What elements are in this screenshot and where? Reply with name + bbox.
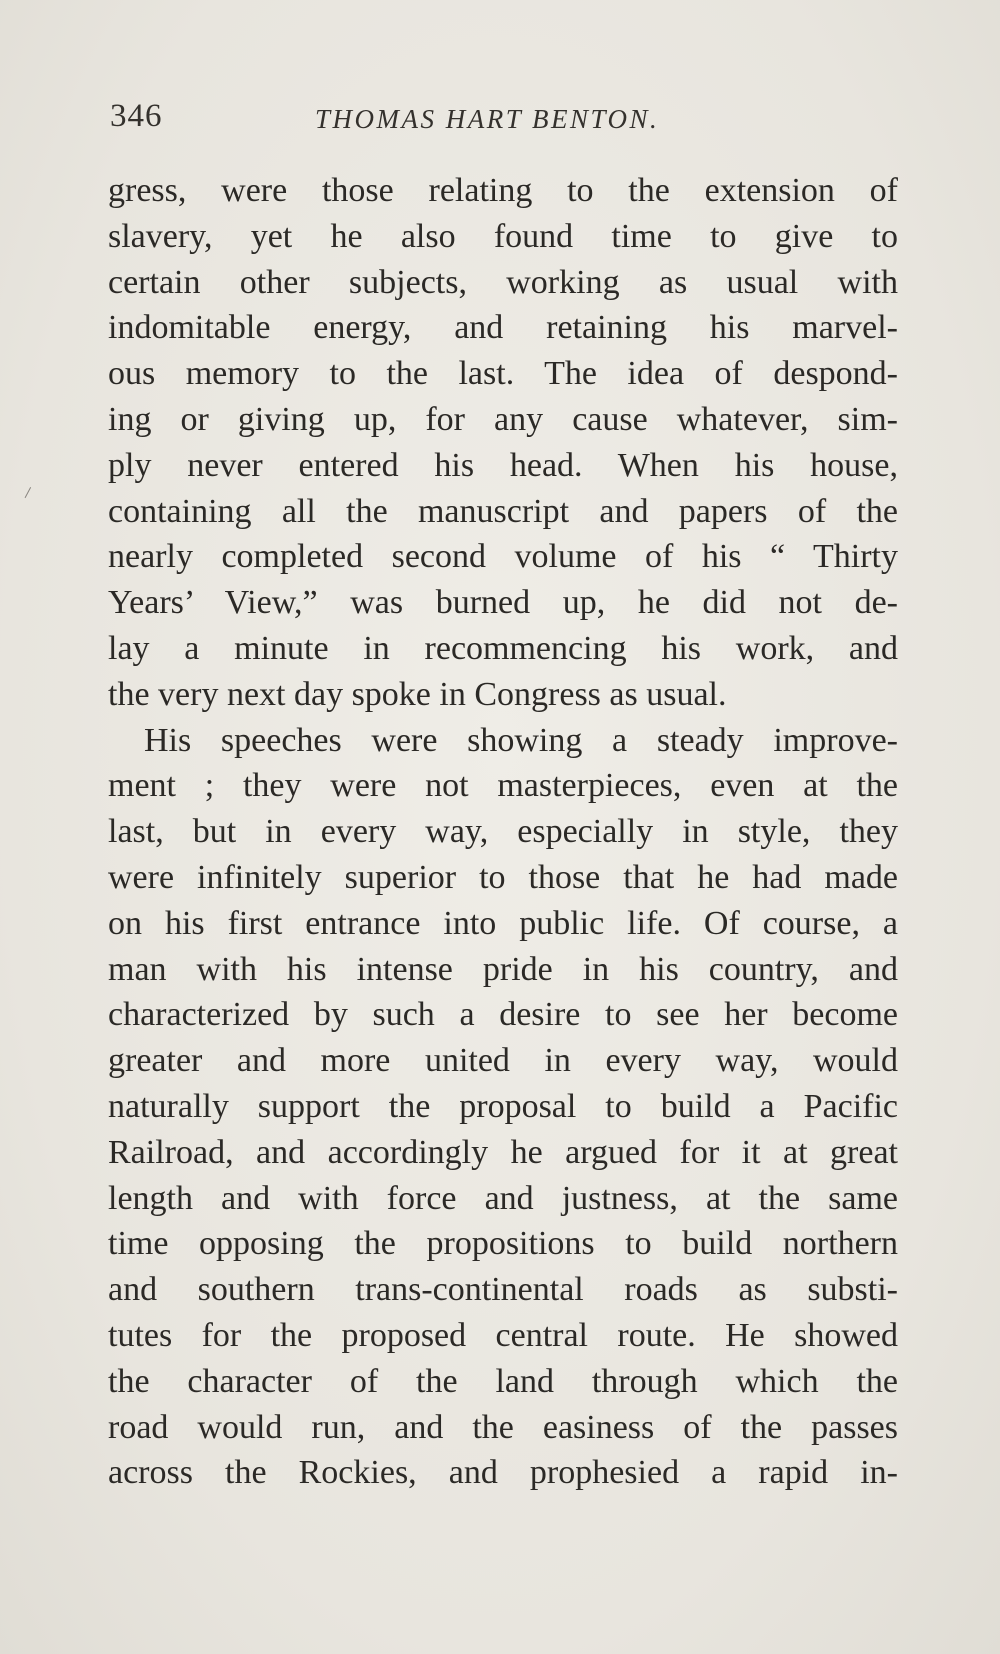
text-line: road would run, and the easiness of the passes bbox=[108, 1408, 898, 1446]
text-line: characterized by such a desire to see her become bbox=[108, 996, 898, 1034]
text-line: nearly completed second volume of his “ Thirty bbox=[108, 538, 898, 576]
text-line: ous memory to the last. The idea of despond- bbox=[108, 355, 898, 393]
text-line: slavery, yet he also found time to give to bbox=[108, 217, 898, 255]
text-line: last, but in every way, especially in style, they bbox=[108, 813, 898, 851]
text-line: were infinitely superior to those that he had made bbox=[108, 858, 898, 896]
page-number: 346 bbox=[110, 98, 163, 134]
text-line: tutes for the proposed central route. He showed bbox=[108, 1316, 898, 1354]
text-line: greater and more united in every way, would bbox=[108, 1042, 898, 1080]
text-line: His speeches were showing a steady improve- bbox=[144, 721, 898, 759]
text-line: ment ; they were not masterpieces, even at the bbox=[108, 767, 898, 805]
text-line: gress, were those relating to the extension of bbox=[108, 172, 898, 209]
text-line: time opposing the propositions to build northern bbox=[108, 1225, 898, 1263]
text-line: lay a minute in recommencing his work, and bbox=[108, 629, 898, 667]
text-line: containing all the manuscript and papers of the bbox=[108, 492, 898, 530]
body-text bbox=[108, 168, 898, 1496]
text-line: and southern trans-continental roads as substi- bbox=[108, 1271, 898, 1309]
text-line: certain other subjects, working as usual with bbox=[108, 263, 898, 301]
text-line: the very next day spoke in Congress as usual. bbox=[108, 675, 727, 713]
text-line: Years’ View,” was burned up, he did not de- bbox=[108, 584, 898, 622]
text-line: ing or giving up, for any cause whatever, sim- bbox=[108, 400, 898, 438]
page-header bbox=[110, 98, 710, 148]
text-line: length and with force and justness, at the same bbox=[108, 1179, 898, 1217]
text-line: ply never entered his head. When his house, bbox=[108, 446, 898, 484]
text-line: Railroad, and accordingly he argued for it at great bbox=[108, 1133, 898, 1171]
text-line: indomitable energy, and retaining his marvel- bbox=[108, 309, 898, 347]
text-line: on his first entrance into public life. Of course, a bbox=[108, 904, 898, 942]
margin-mark bbox=[25, 487, 37, 501]
text-line: across the Rockies, and prophesied a rapid in- bbox=[108, 1454, 898, 1492]
text-line: naturally support the proposal to build a Pacific bbox=[108, 1087, 898, 1125]
running-head-title: THOMAS HART BENTON. bbox=[315, 104, 660, 134]
text-line: man with his intense pride in his country, and bbox=[108, 950, 898, 988]
text-line: the character of the land through which the bbox=[108, 1362, 898, 1400]
